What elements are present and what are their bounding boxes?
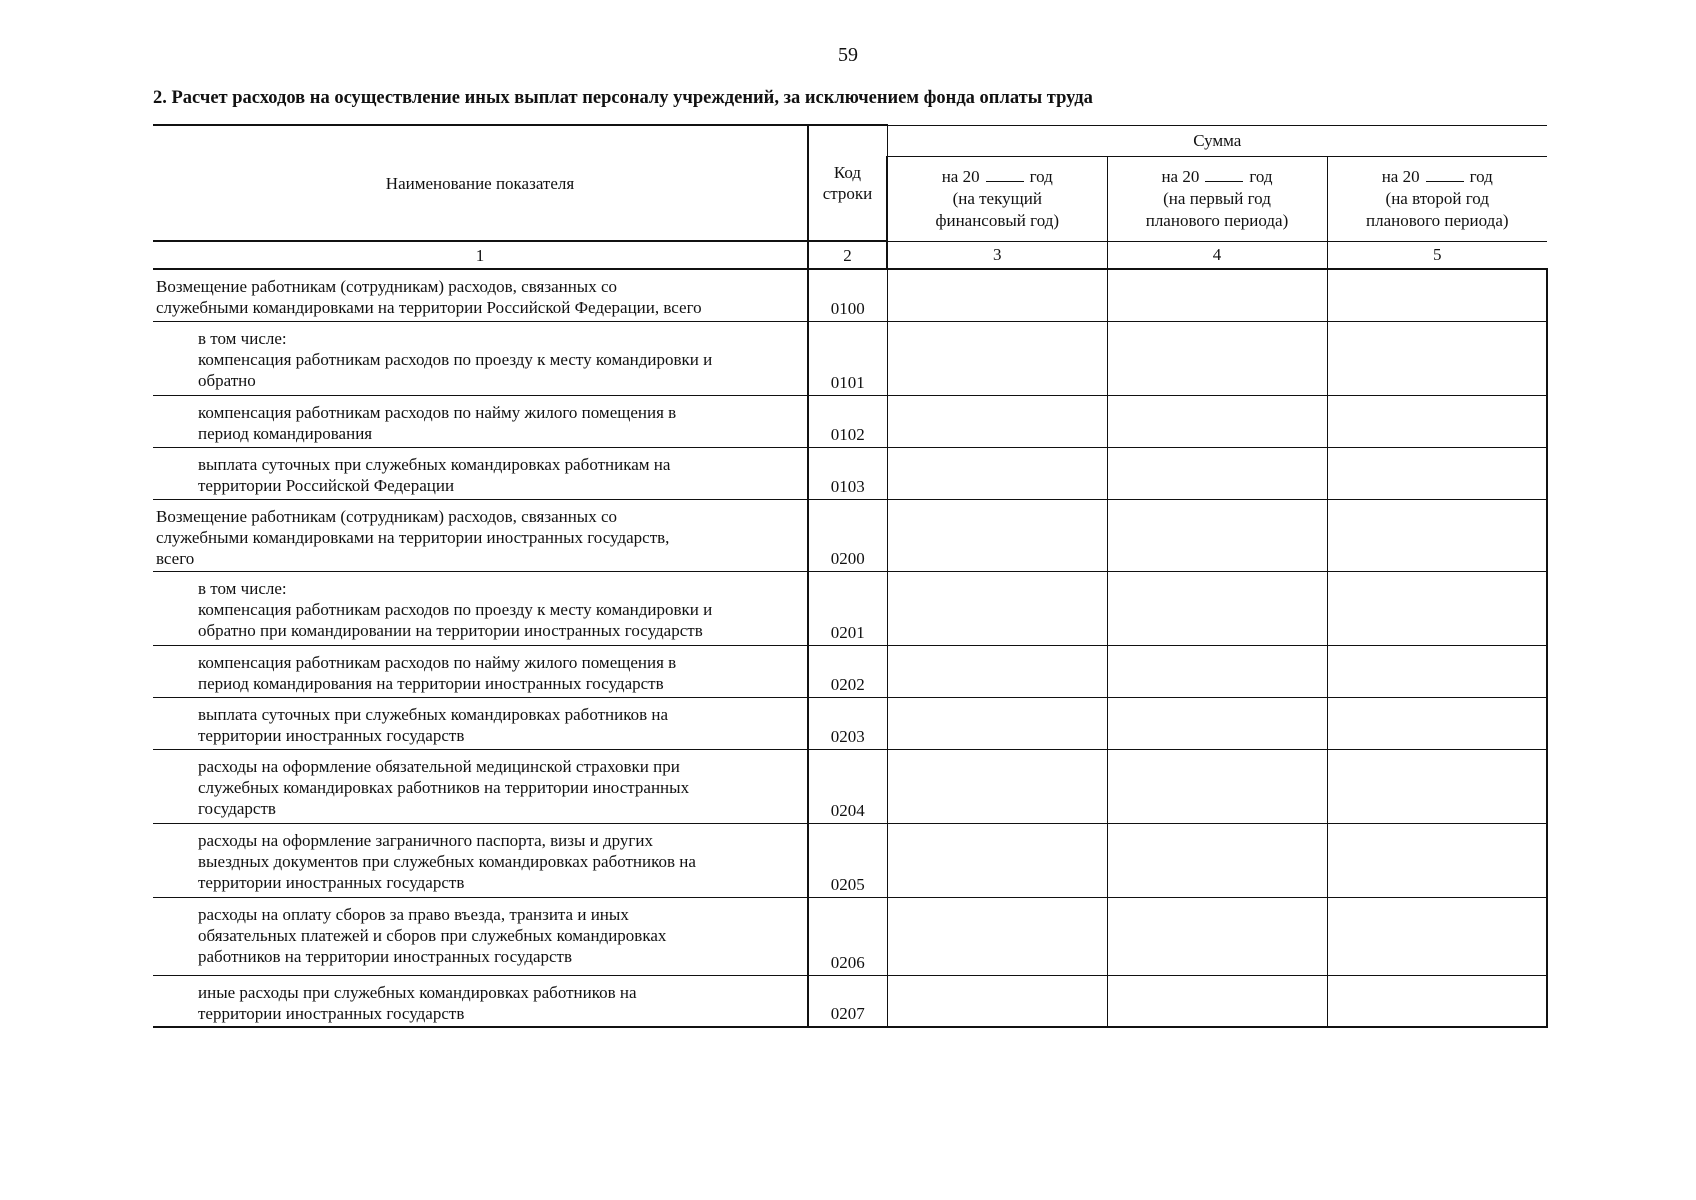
indicator-name-line: территории иностранных государств bbox=[198, 1003, 465, 1023]
indicator-name-line: компенсация работникам расходов по найму жилого помещения в bbox=[198, 652, 677, 672]
table-row bbox=[153, 395, 1547, 447]
row-code: 0200 bbox=[808, 499, 887, 571]
sum-current-year-cell[interactable] bbox=[887, 269, 1107, 321]
header-code-line1: Код bbox=[833, 163, 862, 182]
sum-first-plan-year-cell[interactable] bbox=[1107, 499, 1327, 571]
sum-second-plan-year-cell[interactable] bbox=[1327, 499, 1547, 571]
sum-first-plan-year-cell[interactable] bbox=[1107, 269, 1327, 321]
indicator-name-line: в том числе: bbox=[198, 328, 287, 348]
header-indicator-name: Наименование показателя bbox=[153, 125, 808, 241]
sum-second-plan-year-cell[interactable] bbox=[1327, 823, 1547, 897]
year-blank bbox=[986, 166, 1024, 182]
header-year-second-plan bbox=[1327, 156, 1547, 241]
sum-second-plan-year-cell[interactable] bbox=[1327, 269, 1547, 321]
sum-first-plan-year-cell[interactable] bbox=[1107, 975, 1327, 1027]
indicator-name bbox=[153, 697, 808, 749]
table-row bbox=[153, 897, 1547, 975]
sum-first-plan-year-cell[interactable] bbox=[1107, 697, 1327, 749]
row-code: 0207 bbox=[808, 975, 887, 1027]
indicator-name bbox=[153, 823, 808, 897]
sum-current-year-cell[interactable] bbox=[887, 975, 1107, 1027]
column-index-1: 1 bbox=[153, 241, 808, 269]
indicator-name bbox=[153, 321, 808, 395]
year-note: (на текущий bbox=[952, 188, 1042, 208]
row-code: 0202 bbox=[808, 645, 887, 697]
sum-second-plan-year-cell[interactable] bbox=[1327, 447, 1547, 499]
sum-first-plan-year-cell[interactable] bbox=[1107, 321, 1327, 395]
indicator-name bbox=[153, 749, 808, 823]
sum-first-plan-year-cell[interactable] bbox=[1107, 823, 1327, 897]
sum-current-year-cell[interactable] bbox=[887, 749, 1107, 823]
year-note: планового периода) bbox=[1365, 210, 1509, 230]
indicator-name-line: выездных документов при служебных командировках работников на bbox=[198, 851, 696, 871]
indicator-name-line: обратно bbox=[198, 370, 256, 390]
indicator-name-line: расходы на оформление обязательной медицинской страховки при bbox=[198, 756, 680, 776]
table-row bbox=[153, 321, 1547, 395]
column-index-4: 4 bbox=[1107, 241, 1327, 269]
year-note: планового периода) bbox=[1145, 210, 1289, 230]
indicator-name-line: служебных командировках работников на территории иностранных bbox=[198, 777, 690, 797]
indicator-name-line: всего bbox=[156, 548, 195, 568]
indicator-name bbox=[153, 975, 808, 1027]
sum-second-plan-year-cell[interactable] bbox=[1327, 321, 1547, 395]
year-note: (на первый год bbox=[1163, 188, 1271, 208]
header-row-code bbox=[808, 125, 887, 241]
column-index-3: 3 bbox=[887, 241, 1107, 269]
header-code-line2: строки bbox=[822, 184, 873, 203]
row-code: 0102 bbox=[808, 395, 887, 447]
year-suffix: год bbox=[1469, 166, 1493, 186]
row-code: 0101 bbox=[808, 321, 887, 395]
indicator-name bbox=[153, 395, 808, 447]
sum-first-plan-year-cell[interactable] bbox=[1107, 749, 1327, 823]
indicator-name-line: компенсация работникам расходов по проезду к месту командировки и bbox=[198, 599, 713, 619]
year-suffix: год bbox=[1249, 166, 1273, 186]
sum-second-plan-year-cell[interactable] bbox=[1327, 645, 1547, 697]
indicator-name-line: государств bbox=[198, 798, 276, 818]
sum-second-plan-year-cell[interactable] bbox=[1327, 975, 1547, 1027]
sum-current-year-cell[interactable] bbox=[887, 321, 1107, 395]
row-code: 0205 bbox=[808, 823, 887, 897]
indicator-name bbox=[153, 269, 808, 321]
indicator-name-line: территории Российской Федерации bbox=[198, 475, 455, 495]
indicator-name-line: выплата суточных при служебных командировках работников на bbox=[198, 704, 669, 724]
table-row bbox=[153, 447, 1547, 499]
indicator-name-line: территории иностранных государств bbox=[198, 725, 465, 745]
indicator-name-line: обязательных платежей и сборов при служебных командировках bbox=[198, 925, 667, 945]
year-note: финансовый год) bbox=[935, 210, 1060, 230]
indicator-name-line: выплата суточных при служебных командировках работникам на bbox=[198, 454, 671, 474]
indicator-name-line: расходы на оплату сборов за право въезда, транзита и иных bbox=[198, 904, 629, 924]
indicator-name-line: Возмещение работникам (сотрудникам) расходов, связанных со bbox=[156, 277, 618, 296]
header-sum: Сумма bbox=[887, 125, 1547, 156]
indicator-name bbox=[153, 447, 808, 499]
table-row bbox=[153, 571, 1547, 645]
table-row bbox=[153, 749, 1547, 823]
year-prefix: на 20 bbox=[941, 166, 980, 186]
sum-current-year-cell[interactable] bbox=[887, 645, 1107, 697]
sum-current-year-cell[interactable] bbox=[887, 897, 1107, 975]
table-row bbox=[153, 499, 1547, 571]
indicator-name-line: территории иностранных государств bbox=[198, 872, 465, 892]
year-blank bbox=[1205, 166, 1243, 182]
sum-current-year-cell[interactable] bbox=[887, 697, 1107, 749]
sum-first-plan-year-cell[interactable] bbox=[1107, 571, 1327, 645]
table-row bbox=[153, 823, 1547, 897]
expense-form-table bbox=[153, 124, 1548, 1028]
indicator-name-line: Возмещение работникам (сотрудникам) расходов, связанных со bbox=[156, 506, 618, 526]
indicator-name-line: иные расходы при служебных командировках работников на bbox=[198, 982, 637, 1002]
indicator-name-line: работников на территории иностранных государств bbox=[198, 946, 573, 966]
indicator-name-line: служебными командировками на территории Российской Федерации, всего bbox=[156, 298, 702, 317]
sum-first-plan-year-cell[interactable] bbox=[1107, 897, 1327, 975]
indicator-name-line: обратно при командировании на территории иностранных государств bbox=[198, 620, 703, 640]
indicator-name bbox=[153, 645, 808, 697]
page-number: 59 bbox=[838, 44, 858, 66]
table-row bbox=[153, 975, 1547, 1027]
sum-current-year-cell[interactable] bbox=[887, 823, 1107, 897]
year-note: (на второй год bbox=[1385, 188, 1489, 208]
table-row bbox=[153, 697, 1547, 749]
header-year-current bbox=[887, 156, 1107, 241]
row-code: 0206 bbox=[808, 897, 887, 975]
indicator-name-line: в том числе: bbox=[198, 578, 287, 598]
row-code: 0203 bbox=[808, 697, 887, 749]
indicator-name bbox=[153, 499, 808, 571]
sum-second-plan-year-cell[interactable] bbox=[1327, 571, 1547, 645]
sum-first-plan-year-cell[interactable] bbox=[1107, 395, 1327, 447]
table-row bbox=[153, 269, 1547, 321]
sum-current-year-cell[interactable] bbox=[887, 571, 1107, 645]
year-suffix: год bbox=[1029, 166, 1053, 186]
year-blank bbox=[1426, 166, 1464, 182]
column-index-5: 5 bbox=[1327, 241, 1547, 269]
sum-current-year-cell[interactable] bbox=[887, 395, 1107, 447]
row-code: 0201 bbox=[808, 571, 887, 645]
year-prefix: на 20 bbox=[1381, 166, 1420, 186]
sum-second-plan-year-cell[interactable] bbox=[1327, 749, 1547, 823]
form-body bbox=[153, 269, 1547, 1027]
sum-second-plan-year-cell[interactable] bbox=[1327, 395, 1547, 447]
year-prefix: на 20 bbox=[1161, 166, 1200, 186]
indicator-name-line: служебными командировками на территории иностранных государств, bbox=[156, 527, 670, 547]
row-code: 0100 bbox=[808, 269, 887, 321]
sum-first-plan-year-cell[interactable] bbox=[1107, 645, 1327, 697]
sum-second-plan-year-cell[interactable] bbox=[1327, 897, 1547, 975]
sum-current-year-cell[interactable] bbox=[887, 499, 1107, 571]
sum-first-plan-year-cell[interactable] bbox=[1107, 447, 1327, 499]
indicator-name bbox=[153, 571, 808, 645]
indicator-name-line: период командирования bbox=[198, 423, 373, 443]
indicator-name-line: период командирования на территории иностранных государств bbox=[198, 673, 664, 693]
header-year-first-plan bbox=[1107, 156, 1327, 241]
indicator-name-line: компенсация работникам расходов по проезду к месту командировки и bbox=[198, 349, 713, 369]
section-title: 2. Расчет расходов на осуществление иных выплат персоналу учреждений, за исключением фонда оплаты труда bbox=[153, 88, 1093, 108]
column-index-2: 2 bbox=[808, 241, 887, 269]
indicator-name-line: компенсация работникам расходов по найму жилого помещения в bbox=[198, 402, 677, 422]
indicator-name bbox=[153, 897, 808, 975]
table-row bbox=[153, 645, 1547, 697]
sum-second-plan-year-cell[interactable] bbox=[1327, 697, 1547, 749]
sum-current-year-cell[interactable] bbox=[887, 447, 1107, 499]
indicator-name-line: расходы на оформление заграничного паспорта, визы и других bbox=[198, 830, 653, 850]
row-code: 0204 bbox=[808, 749, 887, 823]
row-code: 0103 bbox=[808, 447, 887, 499]
